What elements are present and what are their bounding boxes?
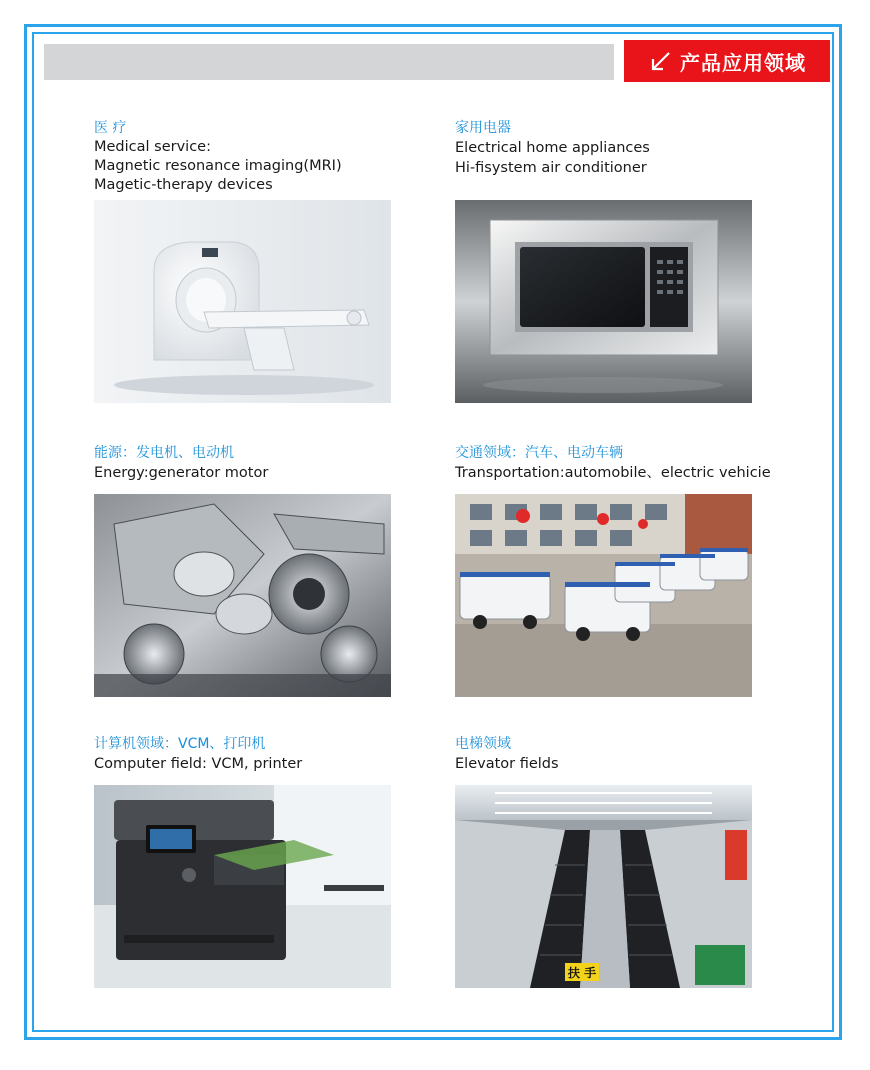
caption-en-line: Computer field: VCM, printer: [94, 756, 303, 772]
caption-en-line: Hi-fisystem air conditioner: [455, 160, 647, 176]
caption-en-line: Energy:generator motor: [94, 465, 269, 481]
caption-cn: 能源：发电机、电动机: [94, 445, 234, 461]
home-appliance-caption: [455, 119, 650, 178]
computer-caption: [94, 735, 302, 774]
caption-cn: 计算机领域：VCM、打印机: [94, 736, 266, 752]
microwave-photo: [455, 200, 752, 403]
caption-en-line: Transportation:automobile、electric vehicie: [455, 465, 771, 481]
escalator-sign-text: 扶 手: [567, 966, 597, 980]
caption-en-line: Electrical home appliances: [455, 140, 650, 156]
caption-cn: 家用电器: [455, 120, 511, 136]
energy-caption: [94, 444, 268, 483]
section-tag-label: 产品应用领域: [680, 50, 806, 75]
caption-en-line: Elevator fields: [455, 756, 559, 772]
caption-en-line: Magetic-therapy devices: [94, 177, 273, 193]
header-bar: [44, 44, 614, 80]
arrow-down-left-icon: [650, 50, 672, 72]
medical-caption: [94, 119, 342, 195]
electric-vehicles-photo: [455, 494, 752, 697]
caption-cn: 医 疗: [94, 120, 127, 136]
caption-cn: 交通领域：汽车、电动车辆: [455, 445, 623, 461]
printer-photo: [94, 785, 391, 988]
escalator-photo: [455, 785, 752, 988]
caption-en-line: Magnetic resonance imaging(MRI): [94, 158, 342, 174]
transportation-caption: [455, 444, 771, 483]
mri-scanner-photo: [94, 200, 391, 403]
caption-cn: 电梯领域: [455, 736, 511, 752]
elevator-caption: [455, 735, 559, 774]
section-tag: [624, 40, 830, 82]
engine-photo: [94, 494, 391, 697]
caption-en-line: Medical service:: [94, 139, 211, 155]
